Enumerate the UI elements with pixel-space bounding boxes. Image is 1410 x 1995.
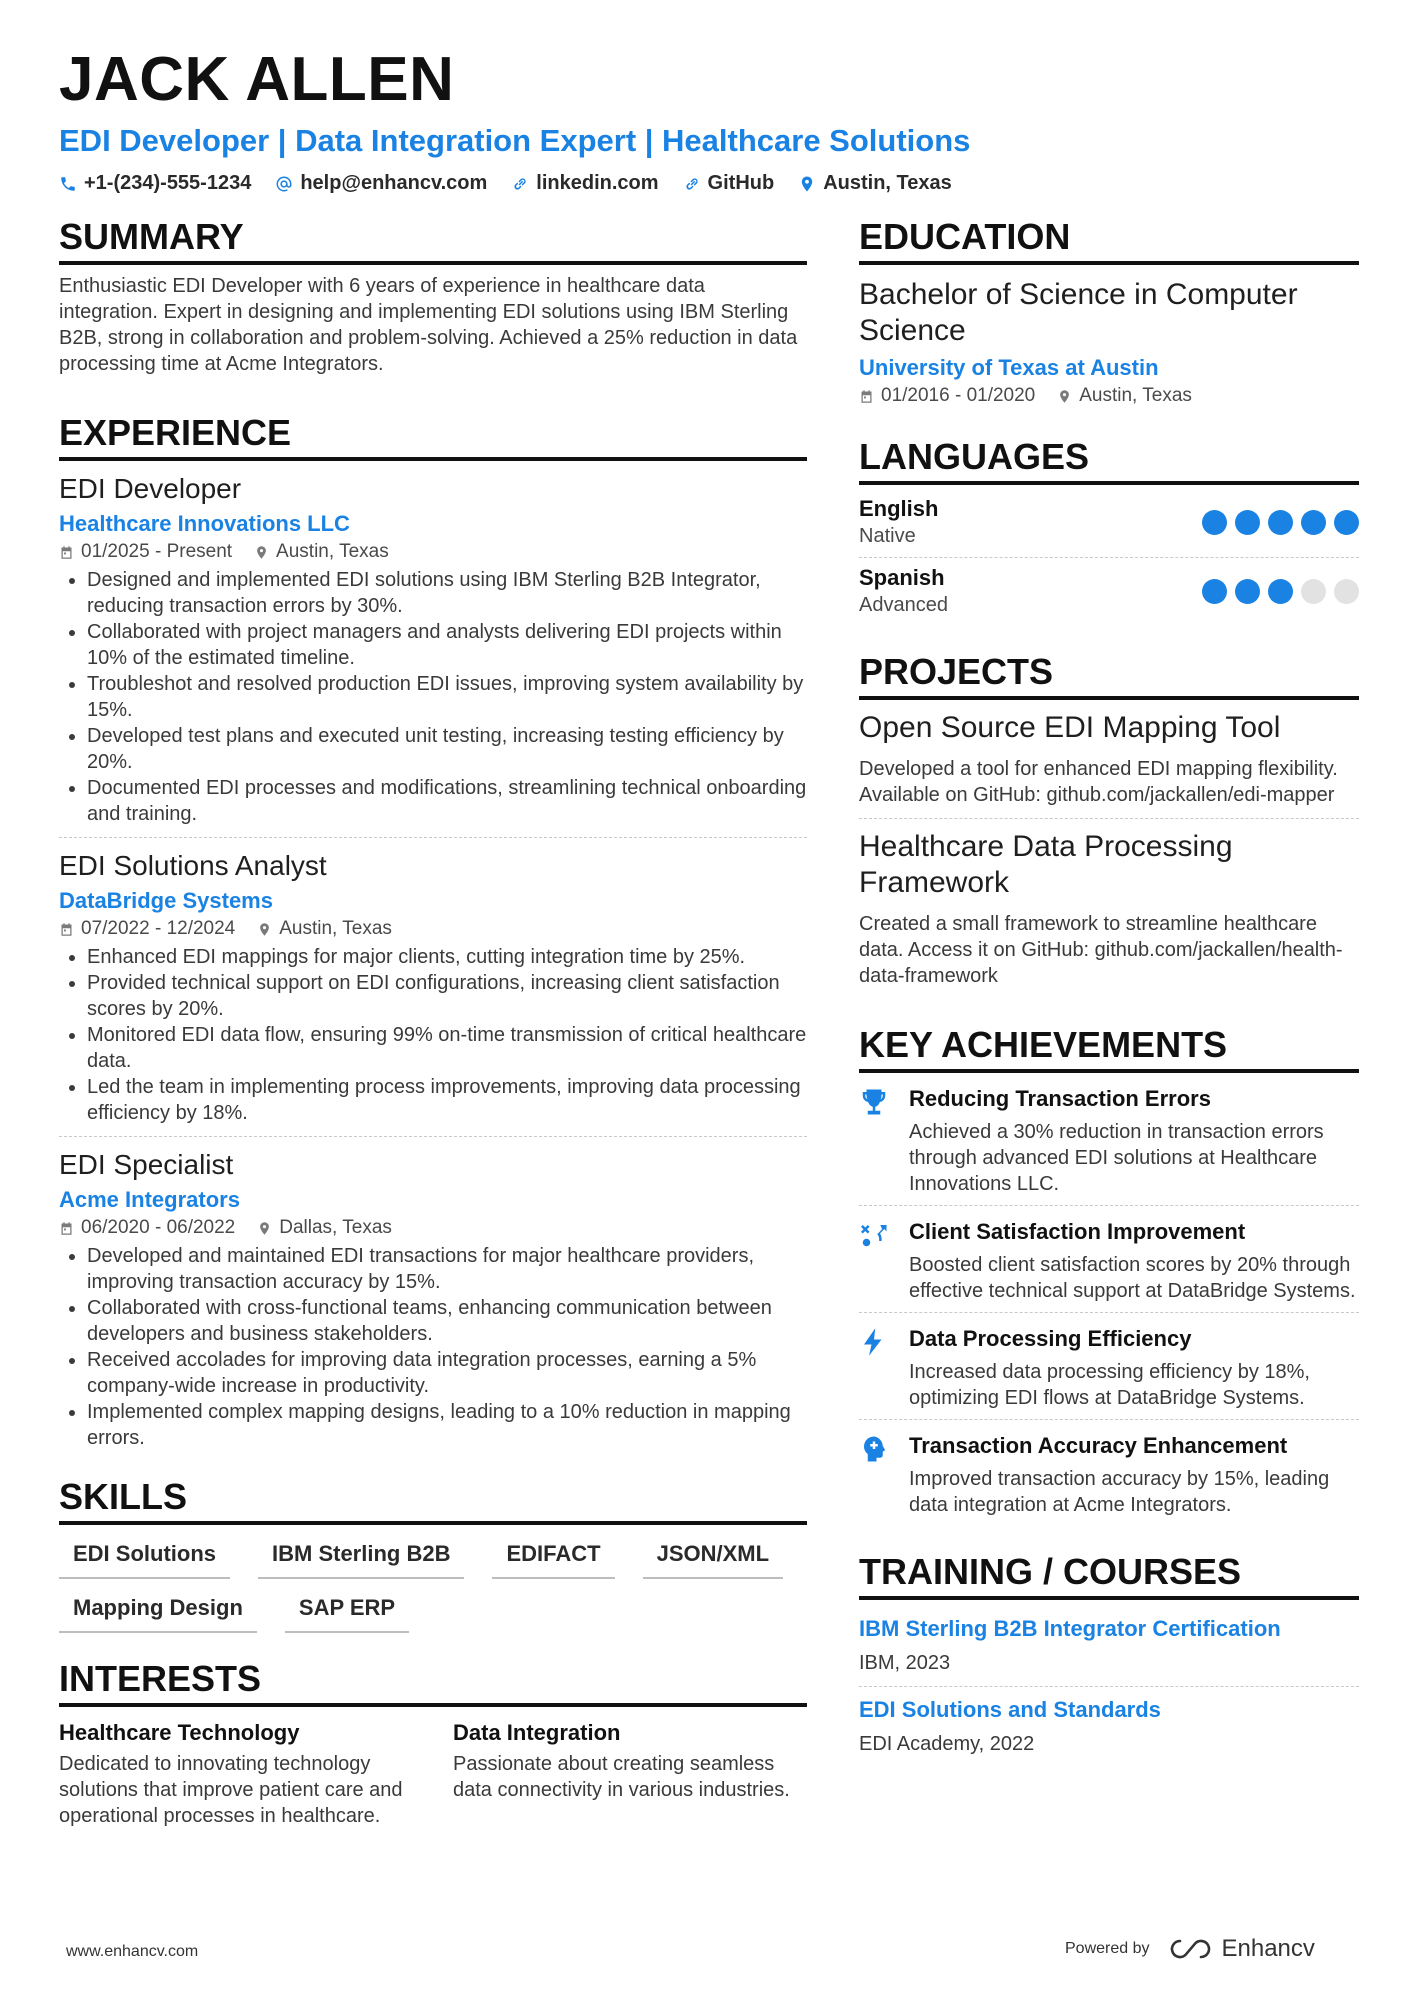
skill-tag: EDIFACT: [492, 1539, 614, 1579]
summary-text: Enthusiastic EDI Developer with 6 years of experience in healthcare data integration. Expert in designing and implementing EDI solutions using IBM Sterling B2B, strong in collaboration and problem-solving. Achieved a 25% reduction in data processing time at Acme Integrators.: [59, 275, 798, 375]
contact-linkedin[interactable]: [511, 172, 658, 195]
left-column: [59, 215, 807, 1829]
job-bullet: • Led the team in implementing process improvements, improving data processing efficiency by 18%.: [87, 1074, 807, 1126]
skill-tag: Mapping Design: [59, 1593, 257, 1633]
achievements-list: [859, 1073, 1359, 1526]
language-row: [859, 489, 1359, 558]
experience-entry: [59, 471, 807, 838]
footer-branding: [1065, 1935, 1315, 1963]
job-bullets: [59, 1243, 807, 1451]
course-entry: [859, 1687, 1359, 1767]
project-entry: [859, 710, 1359, 819]
strategy-icon: [859, 1220, 889, 1250]
calendar-icon: [59, 1221, 74, 1236]
training-section: [859, 1550, 1359, 1767]
interests-list: [59, 1719, 807, 1829]
interests-heading: INTERESTS: [59, 1657, 807, 1707]
skill-tag: JSON/XML: [643, 1539, 783, 1579]
skills-list: [59, 1539, 807, 1633]
skill-tag: SAP ERP: [285, 1593, 409, 1633]
language-level: Advanced: [859, 594, 948, 616]
course-title[interactable]: EDI Solutions and Standards: [859, 1697, 1161, 1722]
job-dates: [59, 541, 232, 563]
projects-section: [859, 650, 1359, 999]
location-pin-icon: [257, 1221, 272, 1236]
interests-section: [59, 1657, 807, 1829]
course-provider: EDI Academy, 2022: [859, 1733, 1035, 1755]
job-dates-text: 07/2022 - 12/2024: [81, 918, 236, 939]
achievement-icon-wrap: [859, 1085, 889, 1197]
job-bullet: • Designed and implemented EDI solutions using IBM Sterling B2B Integrator, reducing transaction errors by 30%.: [87, 567, 807, 619]
job-bullet: • Monitored EDI data flow, ensuring 99% on-time transmission of critical healthcare data.: [87, 1022, 807, 1074]
achievement-body: [909, 1218, 1359, 1304]
contact-email-text: help@enhancv.com: [300, 172, 488, 194]
projects-list: [859, 710, 1359, 999]
experience-list: [59, 471, 807, 1461]
job-bullet: • Developed test plans and executed unit testing, increasing testing efficiency by 20%.: [87, 723, 807, 775]
achievement-description: Achieved a 30% reduction in transaction errors through advanced EDI solutions at Healthcare Innovations LLC.: [909, 1121, 1324, 1195]
contact-location: [798, 172, 952, 195]
achievement-icon-wrap: [859, 1218, 889, 1304]
experience-heading: EXPERIENCE: [59, 411, 807, 461]
lightning-icon: [859, 1327, 889, 1357]
contact-location-text: Austin, Texas: [823, 172, 952, 194]
training-list: [859, 1606, 1359, 1767]
brain-head-icon: [859, 1434, 889, 1464]
summary-heading: SUMMARY: [59, 215, 807, 265]
achievement-entry: [859, 1073, 1359, 1206]
achievement-title: Reducing Transaction Errors: [909, 1086, 1211, 1111]
contact-phone[interactable]: [59, 172, 251, 195]
job-bullet: • Implemented complex mapping designs, leading to a 10% reduction in mapping errors.: [87, 1399, 807, 1451]
summary-section: [59, 215, 807, 377]
job-dates: [59, 918, 235, 940]
achievement-entry: [859, 1206, 1359, 1313]
powered-by-label: Powered by: [1065, 1940, 1150, 1957]
phone-icon: [59, 175, 77, 193]
contact-phone-text: +1-(234)-555-1234: [84, 172, 252, 194]
achievement-icon-wrap: [859, 1325, 889, 1411]
interest-title: Healthcare Technology: [59, 1720, 300, 1745]
contact-linkedin-text: linkedin.com: [536, 172, 659, 194]
at-icon: [275, 175, 293, 193]
achievement-body: [909, 1432, 1359, 1518]
contact-bar: [59, 172, 1359, 195]
location-pin-icon: [798, 175, 816, 193]
training-heading: TRAINING / COURSES: [859, 1550, 1359, 1600]
interest-description: Passionate about creating seamless data connectivity in various industries.: [453, 1753, 790, 1801]
languages-heading: LANGUAGES: [859, 435, 1359, 485]
job-location: [257, 918, 392, 940]
languages-section: [859, 435, 1359, 626]
calendar-icon: [59, 545, 74, 560]
education-section: [859, 215, 1359, 407]
experience-section: [59, 411, 807, 1461]
job-location: [257, 1217, 392, 1239]
interest-item: [453, 1719, 807, 1829]
project-entry: [859, 829, 1359, 999]
skills-heading: SKILLS: [59, 1475, 807, 1525]
footer-website[interactable]: www.enhancv.com: [66, 1943, 199, 1960]
rating-dot-filled: [1202, 579, 1227, 604]
interest-description: Dedicated to innovating technology solutions that improve patient care and operational processes in healthcare.: [59, 1753, 403, 1827]
company-name[interactable]: Healthcare Innovations LLC: [59, 511, 350, 536]
achievement-entry: [859, 1420, 1359, 1526]
language-rating: [1202, 579, 1359, 604]
job-bullet: • Collaborated with cross-functional teams, enhancing communication between developers and business stakeholders.: [87, 1295, 807, 1347]
language-name: English: [859, 496, 939, 521]
contact-github-text: GitHub: [707, 172, 775, 194]
calendar-icon: [59, 922, 74, 937]
rating-dot-empty: [1334, 579, 1359, 604]
experience-entry: [59, 1147, 807, 1461]
interest-item: [59, 1719, 413, 1829]
education-location: [1057, 385, 1192, 407]
enhancv-logo-icon: [1168, 1937, 1214, 1961]
achievement-description: Boosted client satisfaction scores by 20% through effective technical support at DataBridge Systems.: [909, 1254, 1356, 1302]
job-bullet: • Documented EDI processes and modifications, streamlining technical onboarding and training.: [87, 775, 807, 827]
location-pin-icon: [1057, 389, 1072, 404]
location-pin-icon: [257, 922, 272, 937]
resume-header: [59, 44, 1359, 195]
projects-heading: PROJECTS: [859, 650, 1359, 700]
job-location-text: Austin, Texas: [279, 918, 392, 939]
achievements-heading: KEY ACHIEVEMENTS: [859, 1023, 1359, 1073]
job-bullet: • Troubleshot and resolved production EDI issues, improving system availability by 15%.: [87, 671, 807, 723]
achievement-description: Improved transaction accuracy by 15%, leading data integration at Acme Integrators.: [909, 1468, 1330, 1516]
education-heading: EDUCATION: [859, 215, 1359, 265]
enhancv-logo[interactable]: [1168, 1935, 1315, 1963]
languages-list: [859, 489, 1359, 626]
job-title: EDI Specialist: [59, 1149, 234, 1180]
achievement-body: [909, 1085, 1359, 1197]
job-bullet: • Developed and maintained EDI transactions for major healthcare providers, improving transaction accuracy by 15%.: [87, 1243, 807, 1295]
job-meta: [59, 1217, 807, 1239]
education-dates-text: 01/2016 - 01/2020: [881, 385, 1036, 406]
project-description: Created a small framework to streamline healthcare data. Access it on GitHub: github.com/jackallen/health-data-framework: [859, 913, 1343, 987]
job-meta: [59, 918, 807, 940]
job-location-text: Dallas, Texas: [279, 1217, 392, 1238]
rating-dot-filled: [1235, 579, 1260, 604]
job-bullets: [59, 567, 807, 827]
enhancv-brand-text: Enhancv: [1221, 1935, 1315, 1962]
rating-dot-filled: [1268, 510, 1293, 535]
job-bullets: [59, 944, 807, 1126]
education-location-text: Austin, Texas: [1079, 385, 1192, 406]
calendar-icon: [859, 389, 874, 404]
language-row: [859, 558, 1359, 626]
education-dates: [859, 385, 1035, 407]
interest-title: Data Integration: [453, 1720, 621, 1745]
job-title: EDI Solutions Analyst: [59, 850, 327, 881]
contact-github[interactable]: [683, 172, 775, 195]
job-bullet: • Received accolades for improving data integration processes, earning a 5% company-wide increase in productivity.: [87, 1347, 807, 1399]
location-pin-icon: [254, 545, 269, 560]
school-name: University of Texas at Austin: [859, 355, 1159, 380]
language-rating: [1202, 510, 1359, 535]
right-column: [859, 215, 1359, 1767]
achievement-title: Transaction Accuracy Enhancement: [909, 1433, 1288, 1458]
experience-entry: [59, 848, 807, 1137]
job-location-text: Austin, Texas: [276, 541, 389, 562]
rating-dot-filled: [1268, 579, 1293, 604]
skill-tag: EDI Solutions: [59, 1539, 230, 1579]
job-title: EDI Developer: [59, 473, 242, 504]
language-name: Spanish: [859, 565, 945, 590]
project-description: Developed a tool for enhanced EDI mapping flexibility. Available on GitHub: github.com/jackallen/edi-mapper: [859, 758, 1338, 806]
language-level: Native: [859, 525, 916, 547]
company-name[interactable]: DataBridge Systems: [59, 888, 273, 913]
skills-section: [59, 1475, 807, 1633]
course-title[interactable]: IBM Sterling B2B Integrator Certification: [859, 1616, 1281, 1641]
project-title: Open Source EDI Mapping Tool: [859, 711, 1281, 744]
job-bullet: • Enhanced EDI mappings for major clients, cutting integration time by 25%.: [87, 944, 807, 970]
education-meta: [859, 385, 1359, 407]
achievement-entry: [859, 1313, 1359, 1420]
language-info: [859, 495, 938, 549]
contact-email[interactable]: [275, 172, 487, 195]
achievement-icon-wrap: [859, 1432, 889, 1518]
rating-dot-filled: [1235, 510, 1260, 535]
course-provider: IBM, 2023: [859, 1652, 951, 1674]
job-dates-text: 06/2020 - 06/2022: [81, 1217, 236, 1238]
candidate-headline: EDI Developer | Data Integration Expert | Healthcare Solutions: [59, 123, 971, 158]
achievement-title: Data Processing Efficiency: [909, 1326, 1192, 1351]
company-name[interactable]: Acme Integrators: [59, 1187, 240, 1212]
link-icon: [683, 175, 701, 193]
skill-tag: IBM Sterling B2B: [258, 1539, 464, 1579]
rating-dot-filled: [1202, 510, 1227, 535]
job-bullet: • Provided technical support on EDI configurations, increasing client satisfaction scores by 20%.: [87, 970, 807, 1022]
job-dates: [59, 1217, 235, 1239]
candidate-name: JACK ALLEN: [59, 45, 455, 114]
job-location: [254, 541, 389, 563]
link-icon: [511, 175, 529, 193]
language-info: [859, 564, 948, 618]
rating-dot-filled: [1334, 510, 1359, 535]
degree-title: Bachelor of Science in Computer Science: [859, 278, 1298, 347]
achievements-section: [859, 1023, 1359, 1526]
rating-dot-empty: [1301, 579, 1326, 604]
trophy-icon: [859, 1087, 889, 1117]
project-title: Healthcare Data Processing Framework: [859, 830, 1233, 899]
job-dates-text: 01/2025 - Present: [81, 541, 233, 562]
achievement-title: Client Satisfaction Improvement: [909, 1219, 1246, 1244]
achievement-body: [909, 1325, 1359, 1411]
achievement-description: Increased data processing efficiency by 18%, optimizing EDI flows at DataBridge Systems.: [909, 1361, 1310, 1409]
course-entry: [859, 1606, 1359, 1687]
job-bullet: • Collaborated with project managers and analysts delivering EDI projects within 10% of the estimated timeline.: [87, 619, 807, 671]
job-meta: [59, 541, 807, 563]
rating-dot-filled: [1301, 510, 1326, 535]
